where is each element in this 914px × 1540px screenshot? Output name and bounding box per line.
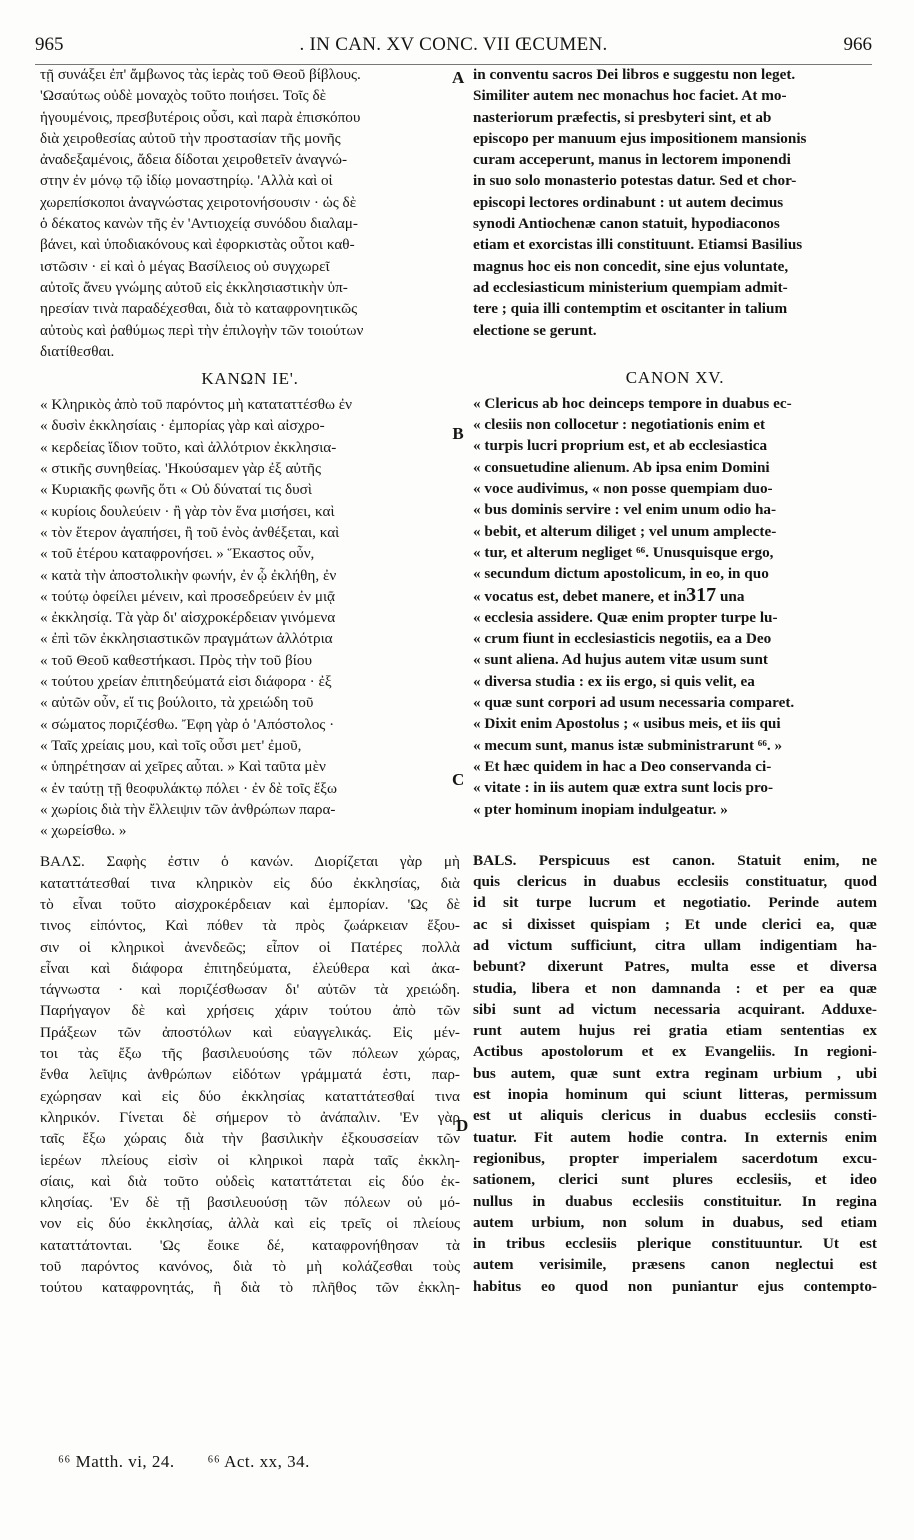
greek-canon-heading: ΚΑΝΩΝ ΙΕ'. xyxy=(201,369,299,389)
footnote-1: ⁶⁶ Matth. vi, 24. xyxy=(58,1452,175,1471)
greek-canon-text: « Κληρικὸς ἀπὸ τοῦ παρόντος μὴ καταταττέσθω ἐν « δυσὶν ἐκκλησίαις · ἐμπορίας γὰρ καὶ αἰσχρο- « κερδείας ἴδιον τοῦτο, καὶ ἀλλότριον ἐκκλησια- « στικῆς συνηθείας. 'Ηκούσαμεν γὰρ ἐξ αὐτῆς « Κυριακῆς φωνῆς ὅτι « Οὐ δύναταί τις δυσὶ « κυρίοις δουλεύειν · ἢ γὰρ τὸν ἕνα μισήσει, καὶ « τὸν ἕτερον ἀγαπήσει, ἢ τοῦ ἑνὸς ἀνθέξεται, καὶ « τοῦ ἑτέρου καταφρονήσει. » Ἕκαστος οὖν, « κατὰ τὴν ἀποστολικὴν φωνήν, ἐν ᾧ ἐκλήθη, ἐν « τούτῳ ὀφείλει μένειν, καὶ προσεδρεύειν ἐν μιᾷ « ἐκκλησίᾳ. Τὰ γὰρ δι' αἰσχροκέρδειαν γινόμενα « ἐπὶ τῶν ἐκκλησιαστικῶν πραγμάτων ἀλλότρια « τοῦ Θεοῦ καθεστήκασι. Πρὸς τὴν τοῦ βίου « τούτου χρείαν ἐπιτηδεύματά εἰσι διάφορα · ἐξ « αὐτῶν οὖν, εἴ τις βούλοιτο, τὰ χρειώδη τοῦ « σώματος ποριζέσθω. Ἔφη γὰρ ὁ 'Απόστολος · « Ταῖς χρείαις μου, καὶ τοῖς οὖσι μετ' ἐμοῦ, « ὑπηρέτησαν αἱ χεῖρες αὗται. » Καὶ ταῦτα μὲν « ἐν ταύτῃ τῇ θεοφυλάκτῳ πόλει · ἐν δὲ τοῖς ἔξω « χωρίοις διὰ τὴν ἔλλειψιν τῶν ἀνθρώπων παρα- « χωρείσθω. » xyxy=(40,396,353,840)
page-reference-number: 317 xyxy=(686,583,717,606)
margin-marker-d: D xyxy=(456,1116,469,1135)
latin-canon-text xyxy=(473,393,877,820)
running-title: . IN CAN. XV CONC. VII ŒCUMEN. xyxy=(299,34,608,55)
latin-commentary: BALS. Perspicuus est canon. Statuit enim, ne quis clericus in duabus ecclesiis constituatur, quod id sit turpe lucrum et negotiatio. Perinde autem ac si dixisset quispiam ; Et unde clerici ea, quæ ad victum sufficiunt, citra ullam indigentiam ha- bebunt? dixerunt Patres, multa esse et diversa studia, libera et non damnanda : et per ea quæ sibi sunt ad victum necessaria acquirant. Adduxe- runt autem hujus rei gratia etiam sententias ex Actibus apostolorum et ex Evangeliis. In regioni- bus autem, quæ sunt extra reginam urbium , ubi est inopia hominum qui sciunt litteras, permissum est ut aliquis clericus in duabus ecclesiis consti- tuatur. Fit autem hodie contra. In externis enim regionibus, propter imperialem sacerdotum excu- sationem, clerici sunt plures ecclesiis, et ideo nullus in duabus ecclesiis constituitur. In regina autem urbium, non solum in duabus, sed etiam in tribus ecclesiis plerique constituuntur. Ut est autem verisimile, præsens canon neglectui est habitus eo quod non puniantur ejus contempto- xyxy=(473,851,877,1295)
margin-marker-c: C xyxy=(452,770,465,789)
margin-marker-a: A xyxy=(452,68,465,87)
footnote-2: ⁶⁶ Act. xx, 34. xyxy=(207,1452,310,1471)
right-page-number: 966 xyxy=(843,34,872,55)
footnotes xyxy=(58,1452,338,1472)
greek-commentary: ΒΑΛΣ. Σαφὴς ἐστιν ὁ κανών. Διορίζεται γὰρ μὴ καταττάτεσθαί τινα κληρικὸν εἰς δύο ἐκκλησίας, διὰ τὸ εἶναι τοῦτο αἰσχροκέρδειαν καὶ ἐμπορίαν. 'Ως δὲ τινος εἰπόντος, Καὶ πόθεν τὰ πρὸς ζωάρκειαν ἕξου- σιν οἱ κληρικοὶ ἀνενδεῶς; εἶπον οἱ Πατέρες πολλὰ εἶναι καὶ διάφορα ἐπιτηδεύματα, ἐλεύθερα καὶ ἀκα- τάγνωστα · καὶ ποριζέσθωσαν δι' αὐτῶν τὰ χρειώδη. Παρήγαγον δὲ καὶ χρήσεις χάριν τούτου ἀπὸ τῶν Πράξεων τῶν ἀποστόλων καὶ εὐαγγελικάς. Εἰς μέν- τοι τὰς ἔξω τῆς βασιλευούσης τῶν πόλεων χώρας, ἔνθα λεῖψις ἀνθρώπων εἰδότων γράμματά ἐστι, παρ- εχώρησαν καὶ εἰς δύο ἐκκλησίας καταττάτεσθαί τινα κληρικόν. Γίνεται δὲ σήμερον τὸ ἀνάπαλιν. 'Εν γὰρ ταῖς ἔξω χώραις διὰ τὴν βασιλικὴν ἐξκουσσείαν τῶν ἱερέων πλείους εἰσὶν οἱ κληρικοὶ παρὰ ταῖς ἐκκλη- σίαις, καὶ διὰ τοῦτο οὐδεὶς καταττάτεται εἰς δύο ἐκ- κλησίας. 'Εν δὲ τῇ βασιλευούσῃ τῶν πόλεων οὐ μό- νον εἰς δύο ἐκκλησίας, ἀλλὰ καὶ εἰς τρεῖς οἱ πλείους καταττάτονται. 'Ως ἔοικε δέ, καταφρονήθησαν τὰ τοῦ παρόντος κανόνος, διὰ τὸ μὴ κολάζεσθαι τοὺς τούτου καταφρονητάς, ἢ διὰ τὸ πλῆθος τῶν ἐκκλη- xyxy=(40,853,460,1297)
left-page-number: 965 xyxy=(35,34,64,55)
latin-column xyxy=(473,64,877,1297)
greek-column xyxy=(40,64,460,1299)
latin-canon-heading: CANON XV. xyxy=(625,367,725,387)
greek-intro-paragraph: τῇ συνάξει ἐπ' ἄμβωνος τὰς ἱερὰς τοῦ Θεοῦ βίβλους. 'Ωσαύτως οὐδὲ μοναχὸς τοῦτο ποιήσει. Τοῖς δὲ ἡγουμένοις, πρεσβυτέροις οὖσι, καὶ παρὰ ἐπισκόπου διὰ χειροθεσίας αὐτοῦ τὴν προστασίαν τῆς μονῆς ἀναδεξαμένοις, ἄδεια δίδοται χειροθετεῖν ἀναγνώ- στην ἐν μόνῳ τῷ ἰδίῳ μοναστηρίῳ. 'Αλλὰ καὶ οἱ χωρεπίσκοποι ἀναγνώστας χειροτονήσουσιν · ὡς δὲ ὁ δέκατος κανὼν τῆς ἐν 'Αντιοχείᾳ συνόδου διαλαμ- βάνει, καὶ ὑποδιακόνους καὶ ἐφορκιστὰς οὗτοι καθ- ιστῶσιν · εἰ καὶ ὁ μέγας Βασίλειος οὐ συγχωρεῖ αὐτοῖς ἄνευ γνώμης αὐτοῦ εἰς ἐκκλησιαστικὴν ὑπ- ηρεσίαν τινὰ παραδέχεσθαι, διὰ τὸ καταφρονητικῶς αὐτοὺς καὶ ῥαθύμως περὶ τὴν ἐπιλογὴν τῶν τοιούτων διατίθεσθαι. xyxy=(40,66,364,360)
latin-canon-part-2: una « ecclesia assidere. Quæ enim propter turpe lu- « crum fiunt in ecclesiasticis negotiis, ea a Deo « sunt aliena. Ad hujus autem vitæ usum sunt « diversa studia : ex iis ergo, si quis velit, ea « quæ sunt corpori ad usum necessaria comparet. « Dixit enim Apostolus ; « usibus meis, et iis qui « mecum sunt, manus istæ subministrarunt ⁶⁶. » « Et hæc quidem in hac a Deo conservanda ci- « vitate : in iis autem quæ extra sunt locis pro- « pter hominum inopiam indulgeatur. » xyxy=(473,587,795,818)
margin-marker-b: B xyxy=(452,424,464,443)
latin-intro-paragraph: in conventu sacros Dei libros e suggestu non leget. Similiter autem nec monachus hoc faciet. At mo- nasteriorum præfectis, si presbyteri sint, et ab episcopo per manuum ejus impositionem mansionis curam acceperunt, manus in lectorem imponendi in suo solo monasterio potestas datur. Sed et chor- episcopi lectores ordinabunt : ut autem decimus synodi Antiochenæ canon statuit, hypodiaconos etiam et exorcistas illi constituunt. Etiamsi Basilius magnus hoc eis non concedit, sine ejus voluntate, ad ecclesiasticum ministerium quempiam admit- tere ; quia illi contemptim et oscitanter in talium electione se gerunt. xyxy=(473,66,807,339)
latin-canon-part-1: « Clericus ab hoc deinceps tempore in duabus ec- « clesiis non collocetur : negotiationis enim et « turpis lucri proprium est, et ab ecclesiastica « consuetudine alienum. Ab ipsa enim Domini « voce audivimus, « non posse quempiam duo- « bus dominis servire : vel enim unum odio ha- « bebit, et alterum diliget ; vel unum amplecte- « tur, et alterum negliget ⁶⁶. Unusquisque ergo, « secundum dictum apostolicum, in eo, in quo « vocatus est, debet manere, et in xyxy=(473,394,792,605)
running-header xyxy=(35,34,872,65)
